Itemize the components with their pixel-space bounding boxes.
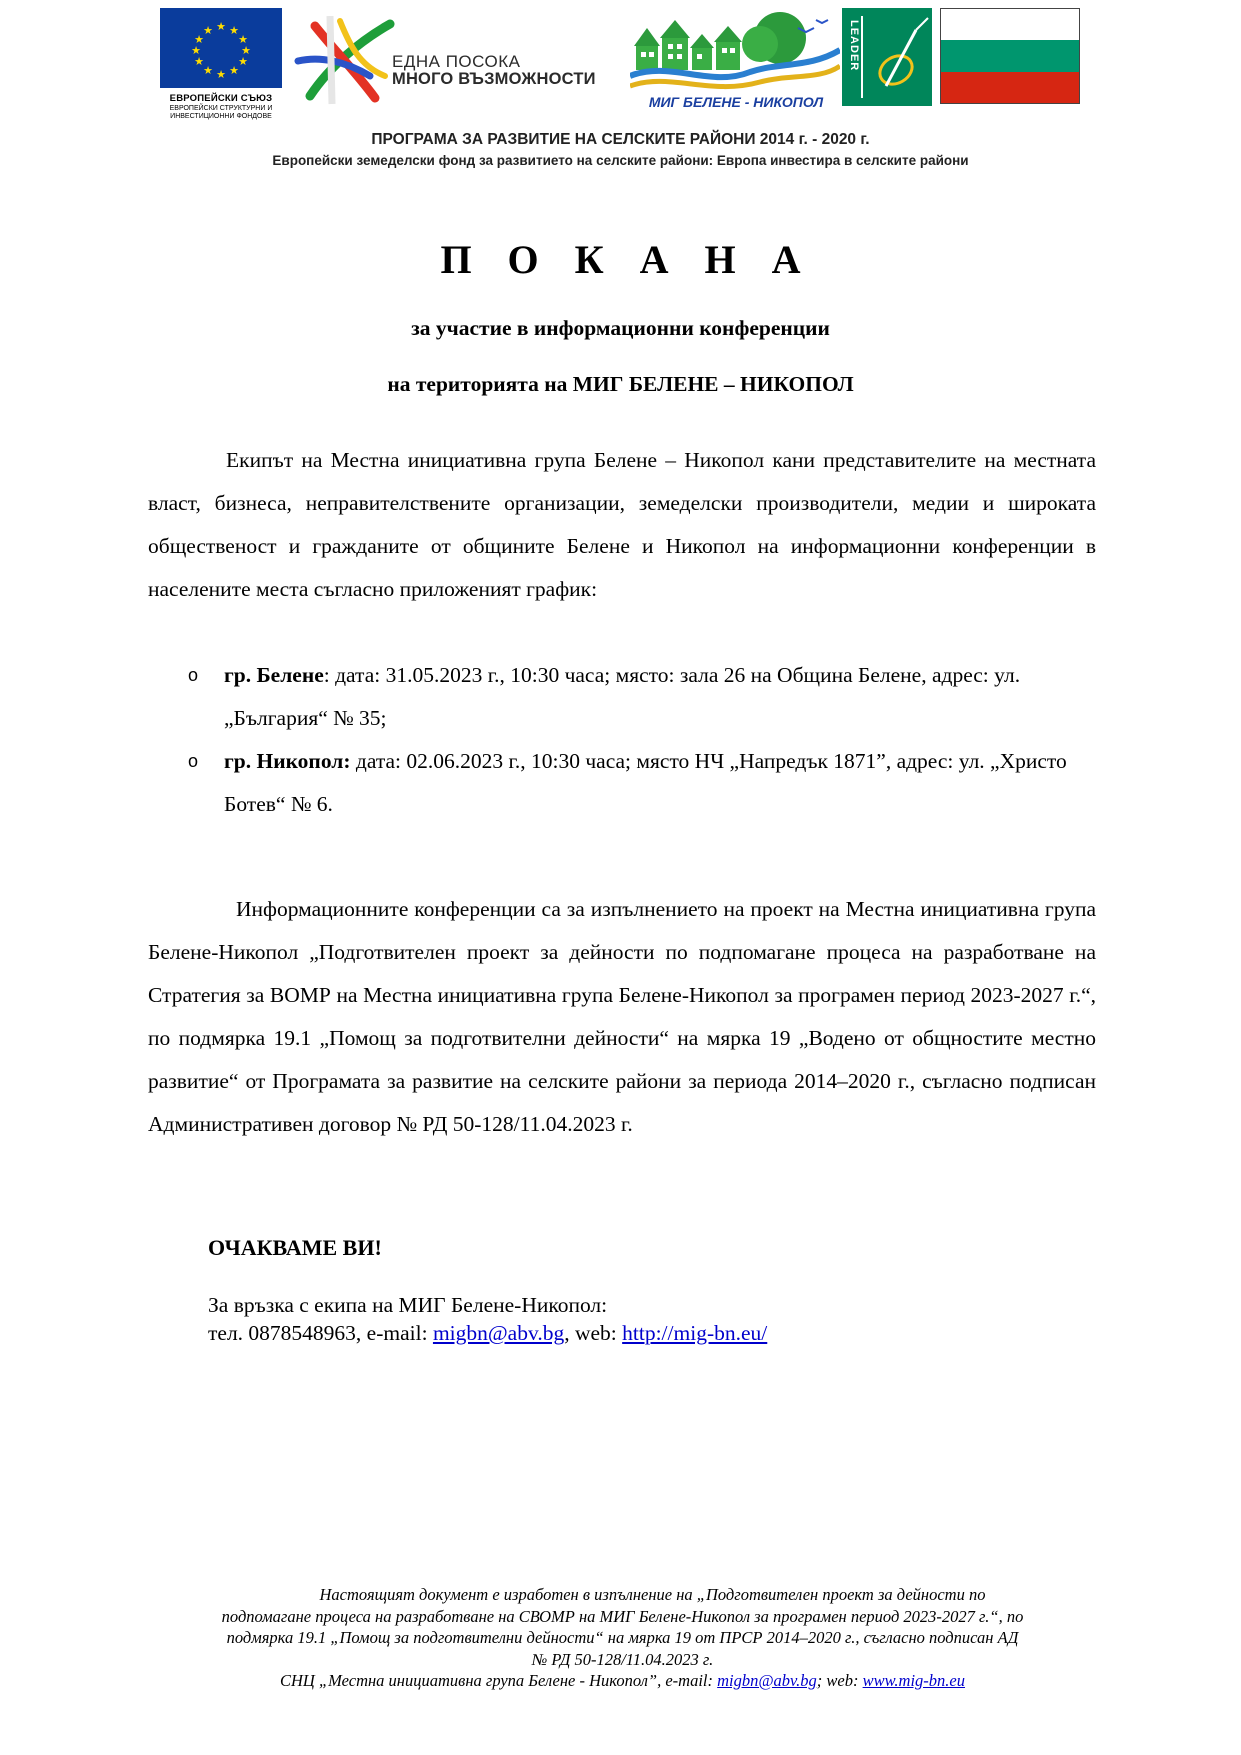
- fund-subtitle: Европейски земеделски фонд за развитието на селските райони: Европа инвестира в селските райони: [272, 153, 969, 168]
- contact-web-label: , web:: [564, 1321, 623, 1345]
- footer-line-5: [150, 1670, 1095, 1692]
- direction-line-1: ЕДНА ПОСОКА: [392, 52, 521, 71]
- svg-text:★: ★: [229, 25, 239, 37]
- svg-text:★: ★: [194, 56, 204, 68]
- bullet-place: гр. Белене: [224, 663, 324, 687]
- contact-block: [208, 1291, 767, 1347]
- footer-note: [150, 1584, 1095, 1692]
- direction-line-2: МНОГО ВЪЗМОЖНОСТИ: [392, 70, 596, 88]
- svg-text:★: ★: [238, 56, 248, 68]
- contact-web-link[interactable]: http://mig-bn.eu/: [622, 1321, 768, 1345]
- mig-logo: [630, 10, 840, 118]
- bullet-marker: o: [188, 665, 199, 685]
- schedule-list: [148, 654, 1096, 826]
- svg-text:★: ★: [229, 65, 239, 77]
- svg-text:★: ★: [203, 25, 213, 37]
- leader-logo: [842, 8, 932, 106]
- document-subtitle-2: на територията на МИГ БЕЛЕНЕ – НИКОПОЛ: [387, 372, 854, 396]
- document-subtitle-1: за участие в информационни конференции: [411, 316, 830, 340]
- bullet-marker: o: [188, 751, 199, 771]
- eu-logo: [160, 8, 282, 121]
- logo-header: [160, 8, 1100, 130]
- program-title: ПРОГРАМА ЗА РАЗВИТИЕ НА СЕЛСКИТЕ РАЙОНИ 2014 г. - 2020 г.: [371, 131, 870, 148]
- contact-intro: За връзка с екипа на МИГ Белене-Никопол:: [208, 1293, 608, 1317]
- bullet-text: : дата: 31.05.2023 г., 10:30 часа; място: зала 26 на Община Белене, адрес: ул. „България“ № 35;: [224, 663, 1021, 730]
- eu-funds-caption: ЕВРОПЕЙСКИ СТРУКТУРНИ И ИНВЕСТИЦИОННИ ФОНДОВЕ: [169, 105, 273, 120]
- leader-text: LEADER: [848, 20, 860, 72]
- footer-line-4: № РД 50-128/11.04.2023 г.: [531, 1649, 714, 1669]
- contact-tel: тел. 0878548963, e-mail:: [208, 1321, 433, 1345]
- contact-email-link[interactable]: migbn@abv.bg: [432, 1321, 565, 1345]
- footer-web-link[interactable]: www.mig-bn.eu: [862, 1671, 965, 1690]
- list-item: [148, 740, 1096, 826]
- invitation-paragraph: Екипът на Местна инициативна група Белене – Никопол кани представителите на местната власт, бизнеса, неправителствените организации, земеделски производители, медии и широката общественост и гражданите от общините Белене и Никопол на информационни конференции в населените места съгласно приложеният график:: [148, 448, 1096, 601]
- svg-text:★: ★: [191, 45, 201, 57]
- direction-mark-icon: [290, 16, 400, 106]
- footer-org: СНЦ „Местна инициативна група Белене - Никопол”, e-mail:: [280, 1671, 718, 1690]
- svg-text:★: ★: [203, 65, 213, 77]
- footer-web-label: ; web:: [816, 1671, 863, 1690]
- list-item: [148, 654, 1096, 740]
- bulgarian-flag-icon: [940, 8, 1080, 104]
- svg-text:★: ★: [216, 69, 226, 81]
- document-title: П О К А Н А: [440, 237, 814, 282]
- svg-text:★: ★: [241, 45, 251, 57]
- svg-text:★: ★: [238, 34, 248, 46]
- footer-line-3: подмярка 19.1 „Помощ за подготвителни дейности“ на мярка 19 от ПРСР 2014–2020 г., съгласно подписан АД: [226, 1628, 1019, 1647]
- project-paragraph: Информационните конференции са за изпълнението на проект на Местна инициативна група Белене-Никопол „Подготвителен проект за дейности по подпомагане процеса на разработване на Стратегия за ВОМР на Местна инициативна група Белене-Никопол за програмен период 2023-2027 г.“, по подмярка 19.1 „Помощ за подготвителни дейности“ на мярка 19 „Водено от общностите местно развитие“ от Програмата за развитие на селските райони за периода 2014–2020 г., съгласно подписан Административен договор № РД 50-128/11.04.2023 г.: [148, 897, 1096, 1136]
- eu-flag-icon: [160, 8, 282, 88]
- footer-email-link[interactable]: migbn@abv.bg: [717, 1671, 817, 1690]
- svg-text:★: ★: [216, 21, 226, 33]
- footer-line-1: Настоящият документ е изработен в изпълнение на „Подготвителен проект за дейности по: [319, 1585, 986, 1604]
- bullet-place: гр. Никопол:: [224, 749, 351, 773]
- svg-text:★: ★: [194, 34, 204, 46]
- one-direction-logo: [290, 16, 630, 106]
- mig-landscape-icon: [630, 10, 840, 96]
- eu-caption: ЕВРОПЕЙСКИ СЪЮЗ: [169, 93, 273, 104]
- footer-line-2: подпомагане процеса на разработване на СВОМР на МИГ Белене-Никопол за програмен период 2023-2027 г.“, по: [221, 1606, 1024, 1626]
- bullet-text: дата: 02.06.2023 г., 10:30 часа; място НЧ „Напредък 1871”, адрес: ул. „Христо Ботев“ № 6.: [224, 749, 1067, 816]
- mig-logo-text: МИГ БЕЛЕНЕ - НИКОПОЛ: [648, 94, 824, 110]
- expect-heading: ОЧАКВАМЕ ВИ!: [208, 1235, 382, 1260]
- contact-details: [208, 1319, 767, 1347]
